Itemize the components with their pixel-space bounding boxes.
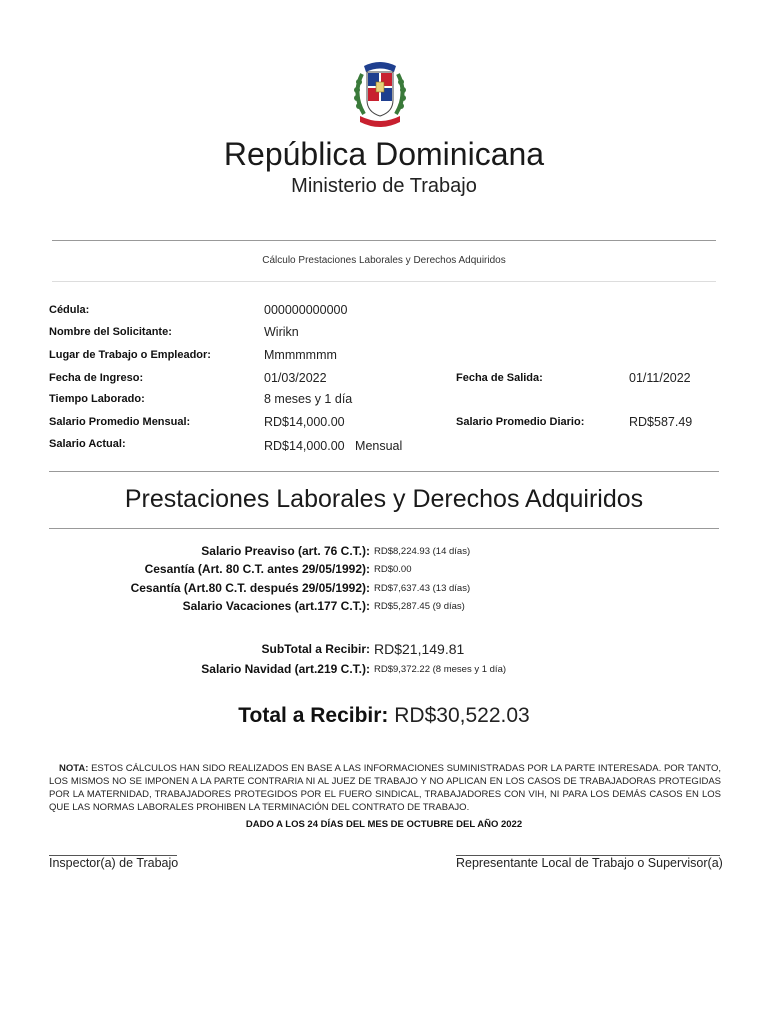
promedio-mensual-value: RD$14,000.00	[264, 415, 345, 429]
divider	[52, 281, 716, 282]
section-title: Prestaciones Laborales y Derechos Adquiridos	[124, 485, 644, 513]
subtotal-amount: RD$21,149.81	[374, 641, 465, 657]
cedula-value: 000000000000	[264, 303, 348, 317]
calc-row-vacaciones	[0, 599, 768, 617]
promedio-diario-value: RD$587.49	[629, 415, 693, 429]
signature-right-label: Representante Local de Trabajo o Supervisor(a)	[456, 856, 723, 870]
navidad-row	[0, 662, 768, 680]
lugar-value: Mmmmmmm	[264, 348, 337, 362]
calc-row-cesantia-antes	[0, 562, 768, 580]
coat-of-arms-icon	[350, 56, 410, 130]
tiempo-value: 8 meses y 1 día	[264, 392, 353, 406]
actual-value: RD$14,000.00 Mensual	[264, 439, 403, 453]
page-title: República Dominicana	[223, 136, 545, 172]
promedio-diario-label: Salario Promedio Diario:	[456, 416, 585, 428]
tiempo-label: Tiempo Laborado:	[49, 393, 145, 405]
nombre-value: Wirikn	[264, 325, 299, 339]
lugar-label: Lugar de Trabajo o Empleador:	[49, 349, 211, 361]
issue-date: DADO A LOS 24 DÍAS DEL MES DE OCTUBRE DEL AÑO 2022	[245, 819, 523, 830]
total-label: Total a Recibir:	[238, 704, 389, 727]
nombre-label: Nombre del Solicitante:	[49, 326, 172, 338]
salida-value: 01/11/2022	[629, 371, 691, 385]
ingreso-label: Fecha de Ingreso:	[49, 372, 144, 384]
subtotal-label: SubTotal a Recibir:	[261, 642, 370, 656]
navidad-label: Salario Navidad (art.219 C.T.):	[201, 662, 370, 676]
calc-row-cesantia-despues	[0, 581, 768, 599]
calc-amount: RD$5,287.45 (9 días)	[374, 601, 465, 612]
calc-row-preaviso	[0, 544, 768, 562]
calc-label: Salario Preaviso (art. 76 C.T.):	[201, 544, 370, 558]
document-type: Cálculo Prestaciones Laborales y Derechos Adquiridos	[262, 255, 506, 266]
note	[49, 762, 721, 814]
cedula-label: Cédula:	[49, 304, 90, 316]
promedio-mensual-label: Salario Promedio Mensual:	[49, 416, 191, 428]
page-subtitle: Ministerio de Trabajo	[291, 175, 477, 197]
signature-left-label: Inspector(a) de Trabajo	[49, 856, 179, 870]
divider	[49, 471, 719, 472]
subtotal-row	[0, 642, 768, 660]
actual-label: Salario Actual:	[49, 438, 126, 450]
note-text: ESTOS CÁLCULOS HAN SIDO REALIZADOS EN BASE A LAS INFORMACIONES SUMINISTRADAS POR LA PARTE INTERESADA. POR TANTO, LOS MISMOS NO SE IMPONEN A LA PARTE CONTRARIA NI AL JUEZ DE TRABAJO Y NO APLICAN EN LOS CASOS DE TRABAJADORAS PROTEGIDAS POR LA MATERNIDAD, TRABAJADORES PROTEGIDOS POR EL FUERO SINDICAL, TRABAJADORES CON VIH, NI PARA LOS DEMÁS CASOS EN LOS QUE LAS NORMAS LABORALES PROHIBEN LA TERMINACIÓN DEL CONTRATO DE TRABAJO.	[49, 763, 722, 813]
salida-label: Fecha de Salida:	[456, 372, 543, 384]
divider	[49, 528, 719, 529]
calc-label: Salario Vacaciones (art.177 C.T.):	[182, 599, 370, 613]
total-amount: RD$30,522.03	[394, 704, 530, 727]
calc-amount: RD$0.00	[374, 564, 412, 575]
total-row	[0, 704, 768, 728]
calc-label: Cesantía (Art.80 C.T. después 29/05/1992):	[130, 581, 370, 595]
navidad-amount: RD$9,372.22 (8 meses y 1 día)	[374, 664, 507, 675]
calc-label: Cesantía (Art. 80 C.T. antes 29/05/1992):	[144, 562, 370, 576]
calc-amount: RD$8,224.93 (14 días)	[374, 546, 471, 557]
note-prefix: NOTA:	[59, 763, 89, 774]
ingreso-value: 01/03/2022	[264, 371, 327, 385]
divider	[52, 240, 716, 241]
calc-amount: RD$7,637.43 (13 días)	[374, 583, 471, 594]
